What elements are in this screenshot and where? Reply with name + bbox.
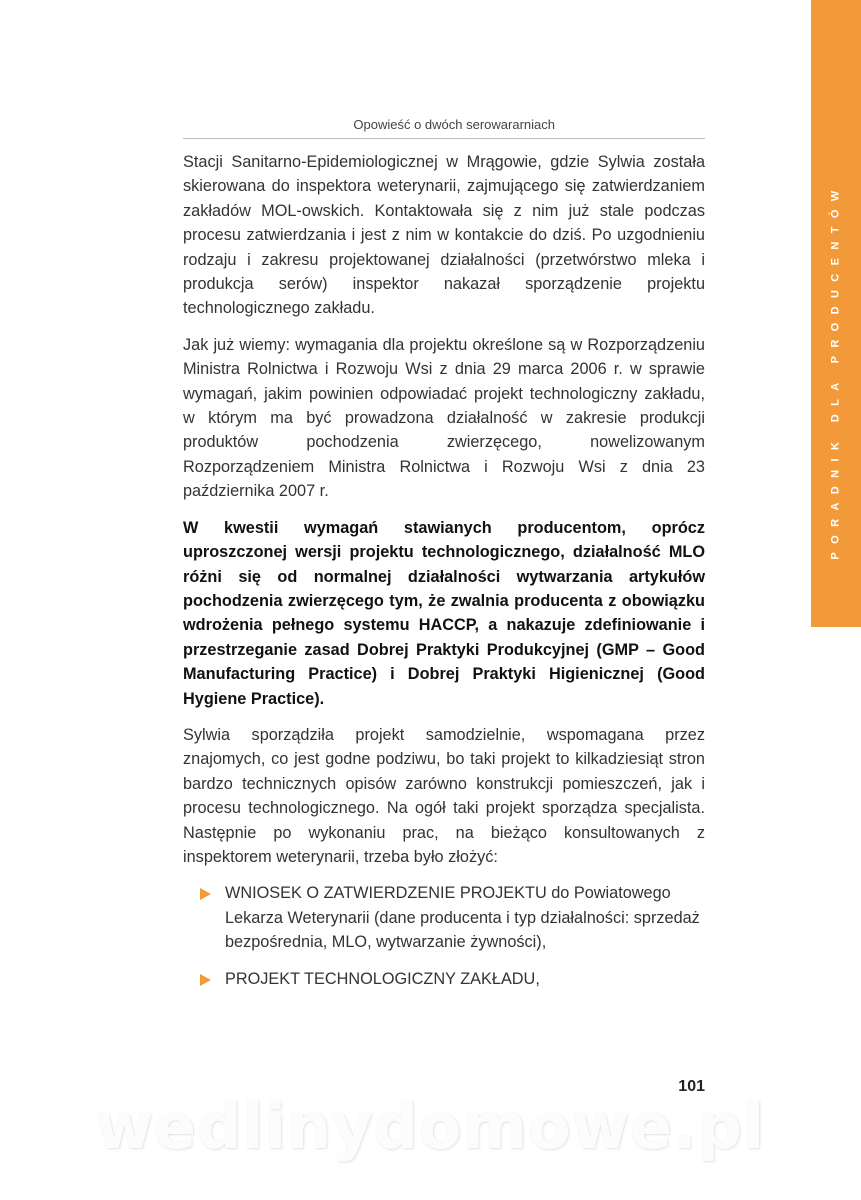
paragraph: Jak już wiemy: wymagania dla projektu określone są w Rozporządzeniu Ministra Rolnictwa i Rozwoju Wsi z dnia 29 marca 2006 r. w sprawie wymagań, jakim powinien odpowiadać projekt technologiczny zakładu, w którym ma być prowadzona działalność w zakresie produkcji produktów pochodzenia zwierzęcego, nowelizowanym Rozporządzeniem Ministra Rolnictwa i Rozwoju Wsi z dnia 23 października 2007 r. xyxy=(183,335,705,501)
list-item-text: PROJEKT TECHNOLOGICZNY ZAKŁADU, xyxy=(225,969,540,988)
header-divider xyxy=(183,138,705,139)
triangle-bullet-icon xyxy=(200,974,211,986)
triangle-bullet-icon xyxy=(200,888,211,900)
list-item xyxy=(183,967,705,991)
running-header: Opowieść o dwóch serowararniach xyxy=(353,117,555,132)
paragraph: Stacji Sanitarno-Epidemiologicznej w Mrągowie, gdzie Sylwia została skierowana do inspektora weterynarii, zajmującego się zatwierdzaniem zakładów MOL-owskich. Kontaktowała się z nim już stale podczas procesu zatwierdzania i jest z nim w kontakcie do dziś. Po uzgodnieniu rodzaju i zakresu projektowanej działalności (przetwórstwo mleka i produkcja serów) inspektor nakazał sporządzenie projektu technologicznego zakładu. xyxy=(183,153,705,318)
list-item xyxy=(183,881,705,954)
list-item-text: WNIOSEK O ZATWIERDZENIE PROJEKTU do Powiatowego Lekarza Weterynarii (dane producenta i typ działalności: sprzedaż bezpośrednia, MLO, wytwarzanie żywności), xyxy=(225,884,700,952)
highlighted-paragraph: W kwestii wymagań stawianych producentom, oprócz uproszczonej wersji projektu technologicznego, działalność MLO różni się od normalnej działalności wytwarzania artykułów pochodzenia zwierzęcego tym, że zwalnia producenta z obowiązku wdrożenia pełnego systemu HACCP, a nakazuje zdefiniowanie i przestrzeganie zasad Dobrej Praktyki Produkcyjnej (GMP – Good Manufacturing Practice) i Dobrej Praktyki Higienicznej (Good Hygiene Practice). xyxy=(183,518,705,708)
bullet-list xyxy=(183,881,705,991)
page-number: 101 xyxy=(678,1078,705,1095)
section-tab xyxy=(811,0,861,627)
watermark: wedlinydomowe.pl xyxy=(95,1090,766,1163)
page-body xyxy=(183,150,705,1003)
paragraph: Sylwia sporządziła projekt samodzielnie, wspomagana przez znajomych, co jest godne podziwu, bo taki projekt to kilkadziesiąt stron bardzo technicznych opisów zarówno konstrukcji pomieszczeń, jak i procesu technologicznego. Na ogół taki projekt sporządza specjalista. Następnie po wykonaniu prac, na bieżąco konsultowanych z inspektorem weterynarii, trzeba było złożyć: xyxy=(183,725,705,866)
section-tab-label: PORADNIK DLA PRODUCENTÓW xyxy=(830,181,842,560)
